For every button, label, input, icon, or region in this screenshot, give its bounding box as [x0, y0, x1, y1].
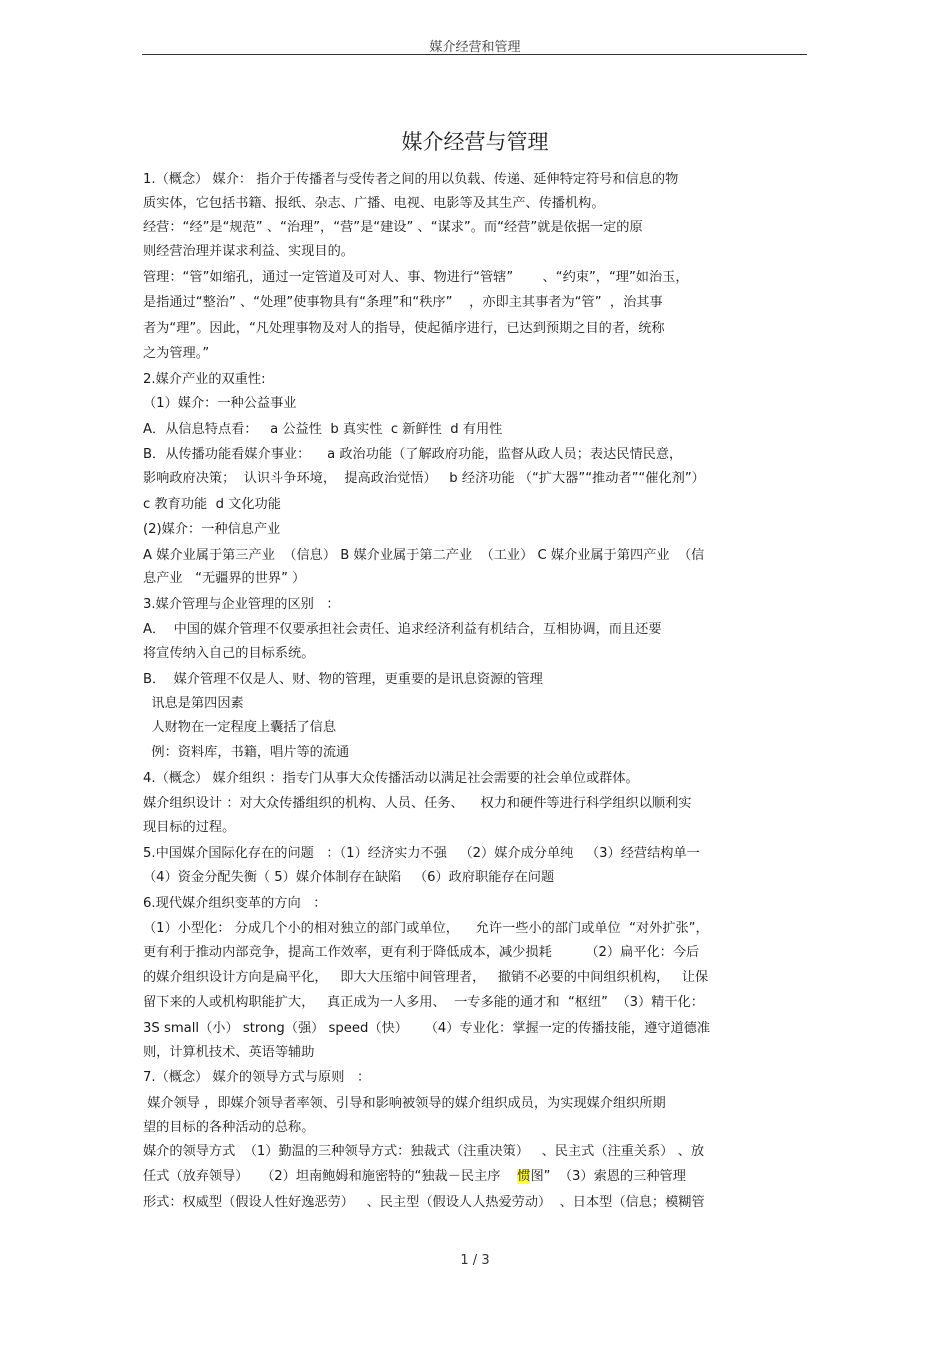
- text-line: 的媒介组织设计方向是扁平化， 即大大压缩中间管理者， 撤销不必要的中间组织机构， 让保: [143, 970, 709, 985]
- text-line: 望的目标的各种活动的总称。: [143, 1120, 315, 1135]
- text-line: 将宣传纳入自己的目标系统。: [143, 646, 315, 661]
- text-line: (2)媒介：一种信息产业: [143, 522, 281, 537]
- highlighted-word: 惯: [517, 1169, 531, 1184]
- running-header: 媒介经营和管理: [429, 40, 521, 55]
- text-line: 经营：“经”是“规范” 、“治理”，“营”是“建设” 、“谋求”。而“经营”就是依据一定的原: [143, 220, 643, 235]
- document-title: 媒介经营与管理: [401, 130, 549, 154]
- text-line-highlighted: [143, 1168, 686, 1186]
- text-line: 例：资料库，书籍，唱片等的流通: [143, 745, 350, 760]
- text-line: 质实体，它包括书籍、报纸、杂志、广播、电视、电影等及其生产、传播机构。: [143, 196, 605, 211]
- text-line: A． 中国的媒介管理不仅要承担社会责任、追求经济利益有机结合，互相协调，而且还要: [143, 622, 662, 637]
- text-line: 5.中国媒介国际化存在的问题 ：（1）经济实力不强 （2）媒介成分单纯 （3）经营结构单一: [143, 846, 700, 861]
- text-line: 之为管理。”: [143, 346, 210, 361]
- text-line: 者为“理”。因此，“凡处理事物及对人的指导，使起循序进行，已达到预期之目的者，统称: [143, 321, 665, 336]
- text-line: 1.（概念） 媒介： 指介于传播者与受传者之间的用以负载、传递、延伸特定符号和信息的物: [143, 172, 679, 187]
- text-line: 6.现代媒介组织变革的方向 ：: [143, 896, 327, 911]
- text-line: 媒介领导 ，即媒介领导者率领、引导和影响被领导的媒介组织成员，为实现媒介组织所期: [143, 1096, 666, 1111]
- text-line: 则，计算机技术、英语等辅助: [143, 1045, 315, 1060]
- text-line: 影响政府决策； 认识斗争环境， 提高政治觉悟） b 经济功能 （“扩大器”“推动者”“催化剂”）: [143, 471, 705, 486]
- text-line: 则经营治理并谋求利益、实现目的。: [143, 244, 354, 259]
- text-line: （4）资金分配失衡（ 5）媒介体制存在缺陷 （6）政府职能存在问题: [143, 870, 555, 885]
- text-line: （1）小型化： 分成几个小的相对独立的部门或单位， 允许一些小的部门或单位 “对外扩张”，: [143, 921, 709, 936]
- text-segment: 图” （3）索恩的三种管理: [530, 1169, 686, 1184]
- text-line: 现目标的过程。: [143, 820, 236, 835]
- text-line: 形式：权威型（假设人性好逸恶劳） 、民主型（假设人人热爱劳动） 、日本型（信息；模糊管: [143, 1195, 705, 1210]
- text-line: 4.（概念） 媒介组织 ：指专门从事大众传播活动以满足社会需要的社会单位或群体。: [143, 771, 639, 786]
- text-line: 留下来的人或机构职能扩大， 真正成为一人多用、 一专多能的通才和 “枢纽” （3）精干化：: [143, 995, 704, 1010]
- text-segment: 任式（放弃领导） （2）坦南鲍姆和施密特的“独裁－民主序: [143, 1169, 518, 1184]
- text-line: 息产业 “无疆界的世界” ）: [143, 571, 306, 586]
- text-line: 3S small（小） strong（强） speed（快） （4）专业化：掌握一定的传播技能，遵守道德准: [143, 1021, 711, 1036]
- text-line: 管理：“管”如缩孔，通过一定管道及可对人、事、物进行“管辖” 、“约束”，“理”如治玉，: [143, 270, 689, 285]
- text-line: A 媒介业属于第三产业 （信息） B 媒介业属于第二产业 （工业） C 媒介业属于第四产业 （信: [143, 548, 705, 563]
- text-line: 更有利于推动内部竞争，提高工作效率，更有利于降低成本，减少损耗 （2）扁平化：今后: [143, 945, 700, 960]
- text-line: 7.（概念） 媒介的领导方式与原则 ：: [143, 1070, 371, 1085]
- text-line: 媒介的领导方式 （1）勤温的三种领导方式：独裁式（注重决策） 、民主式（注重关系） 、放: [143, 1144, 705, 1159]
- text-line: A．从信息特点看： a 公益性 b 真实性 c 新鲜性 d 有用性: [143, 422, 503, 437]
- text-line: 2.媒介产业的双重性:: [143, 372, 266, 387]
- text-line: c 教育功能 d 文化功能: [143, 497, 281, 512]
- text-line: 3.媒介管理与企业管理的区别 ：: [143, 597, 340, 612]
- text-line: 讯息是第四因素: [143, 696, 244, 711]
- text-line: 人财物在一定程度上囊括了信息: [143, 720, 337, 735]
- text-line: B．从传播功能看媒介事业： a 政治功能（了解政府功能，监督从政人员；表达民情民意，: [143, 447, 683, 462]
- page-number: 1 / 3: [460, 1253, 490, 1268]
- text-line: 是指通过“整治” 、“处理”使事物具有“条理”和“秩序” ，亦即主其事者为“管” ，治其事: [143, 295, 663, 310]
- text-line: （1）媒介：一种公益事业: [143, 396, 297, 411]
- text-line: 媒介组织设计 ：对大众传播组织的机构、人员、任务、 权力和硬件等进行科学组织以顺利实: [143, 796, 692, 811]
- text-line: B． 媒介管理不仅是人、财、物的管理，更重要的是讯息资源的管理: [143, 672, 543, 687]
- header-rule: [142, 54, 807, 55]
